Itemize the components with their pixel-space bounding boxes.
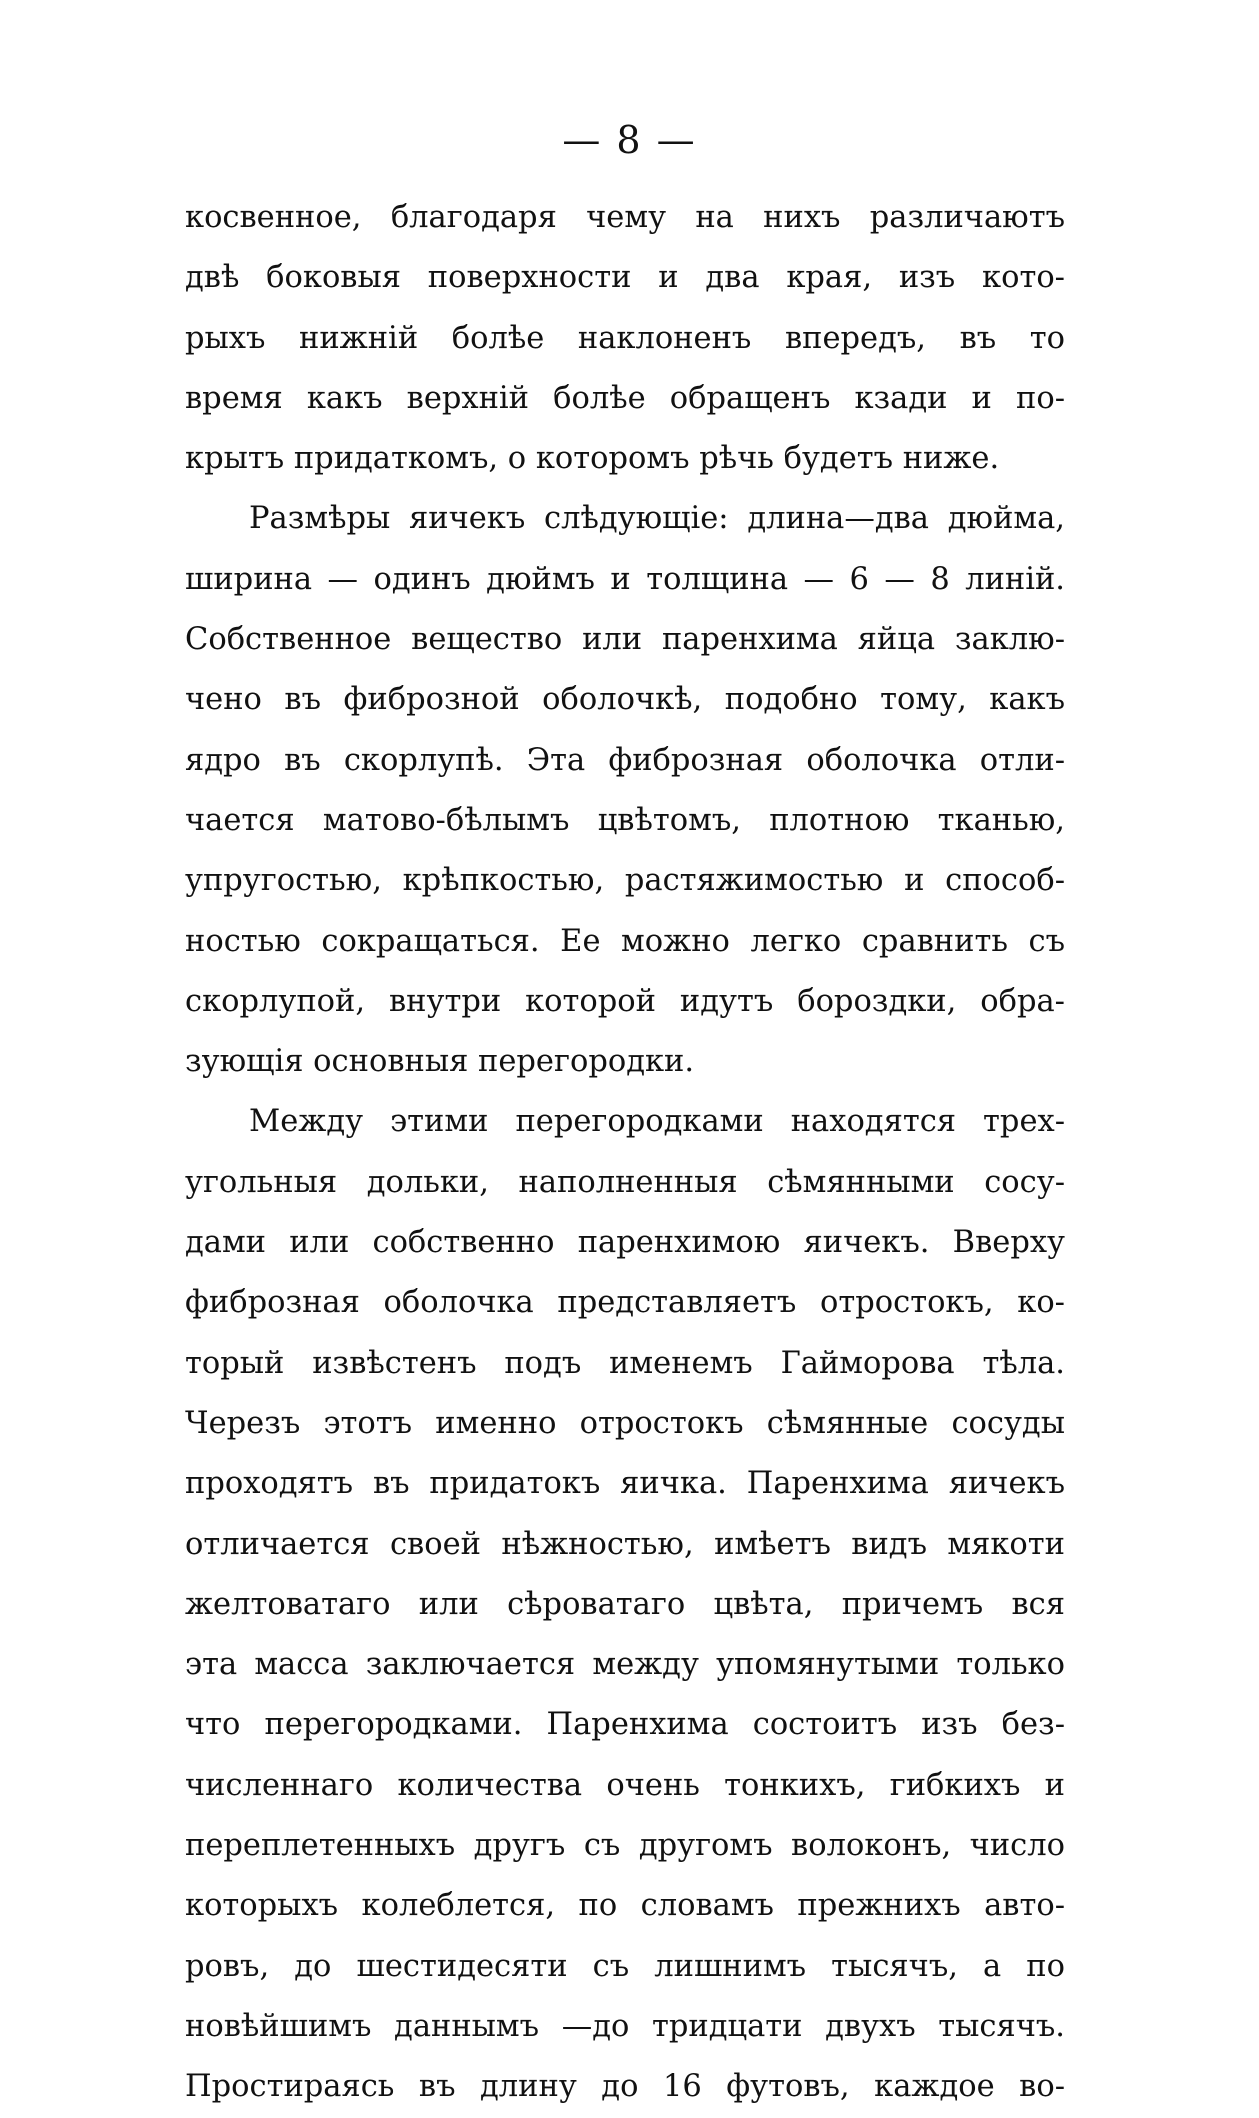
text-line: косвенное, благодаря чему на нихъ различаютъ: [185, 200, 1065, 235]
text-line: ядро въ скорлупѣ. Эта фиброзная оболочка отли-: [185, 742, 1065, 778]
text-line: Простираясь въ длину до 16 футовъ, каждое во-: [185, 2069, 1065, 2105]
paragraph-3: [185, 1092, 1065, 2117]
paragraph-1: [185, 188, 1065, 489]
text-line: чено въ фиброзной оболочкѣ, подобно тому, какъ: [185, 682, 1065, 718]
text-line: переплетенныхъ другъ съ другомъ волоконъ, число: [185, 1828, 1065, 1864]
text-line: ровъ, до шестидесяти съ лишнимъ тысячъ, а по: [185, 1948, 1065, 1984]
text-line: новѣйшимъ даннымъ —до тридцати двухъ тысячъ.: [185, 2008, 1065, 2044]
text-line: Собственное вещество или паренхима яйца заклю-: [185, 622, 1065, 658]
text-line: чается матово-бѣлымъ цвѣтомъ, плотною тканью,: [185, 802, 1065, 838]
text-line: что перегородками. Паренхима состоитъ изъ без-: [185, 1707, 1065, 1743]
text-line: ширина — одинъ дюймъ и толщина — 6 — 8 линій.: [185, 561, 1065, 597]
text-line: которыхъ колеблется, по словамъ прежнихъ авто-: [185, 1888, 1065, 1924]
text-line: желтоватаго или сѣроватаго цвѣта, причемъ вся: [185, 1586, 1065, 1622]
text-line: Размѣры яичекъ слѣдующіе: длина—два дюйма,: [249, 501, 1065, 537]
body-text: [185, 188, 1065, 2118]
text-line: рыхъ нижній болѣе наклоненъ впередъ, въ то: [185, 320, 1065, 356]
text-line: скорлупой, внутри которой идутъ бороздки, обра-: [185, 983, 1065, 1019]
text-line: Между этими перегородками находятся трех-: [249, 1104, 1065, 1140]
text-line: отличается своей нѣжностью, имѣетъ видъ мякоти: [185, 1526, 1065, 1562]
text-line: эта масса заключается между упомянутыми только: [185, 1647, 1065, 1683]
text-line: крытъ придаткомъ, о которомъ рѣчь будетъ ниже.: [185, 441, 1000, 477]
text-line: угольныя дольки, наполненныя сѣмянными сосу-: [185, 1164, 1065, 1200]
paragraph-2: [185, 489, 1065, 1092]
text-line: Черезъ этотъ именно отростокъ сѣмянные сосуды: [185, 1405, 1065, 1441]
text-line: время какъ верхній болѣе обращенъ кзади и по-: [185, 380, 1065, 416]
text-line: упругостью, крѣпкостью, растяжимостью и способ-: [185, 863, 1065, 899]
text-line: дами или собственно паренхимою яичекъ. Вверху: [185, 1225, 1065, 1261]
text-line: зующія основныя перегородки.: [185, 1044, 695, 1080]
text-line: фиброзная оболочка представляетъ отростокъ, ко-: [185, 1285, 1065, 1321]
page-number: — 8 —: [562, 118, 697, 162]
text-line: двѣ боковыя поверхности и два края, изъ кото-: [185, 260, 1065, 296]
text-line: численнаго количества очень тонкихъ, гибкихъ и: [185, 1767, 1065, 1803]
text-line: ностью сокращаться. Ее можно легко сравнить съ: [185, 923, 1065, 959]
text-line: проходятъ въ придатокъ яичка. Паренхима яичекъ: [185, 1466, 1065, 1502]
text-line: торый извѣстенъ подъ именемъ Гайморова тѣла.: [185, 1345, 1065, 1381]
